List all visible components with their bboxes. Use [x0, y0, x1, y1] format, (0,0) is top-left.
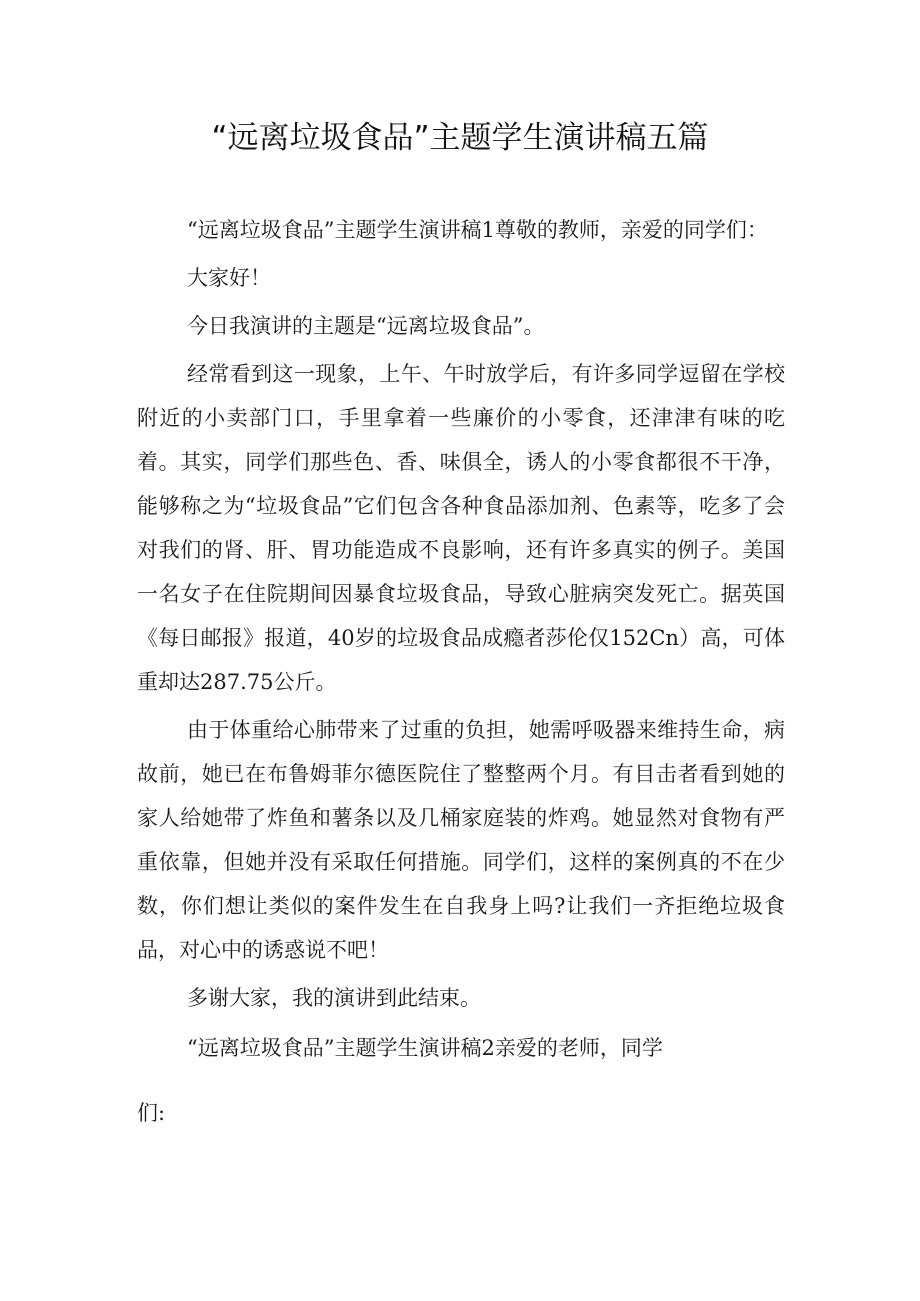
- document-title: “远离垃圾食品”主题学生演讲稿五篇: [211, 120, 709, 156]
- paragraph-speech-2-heading: “远离垃圾食品”主题学生演讲稿2亲爱的老师，同学: [187, 1036, 663, 1060]
- paragraph-greeting: 大家好！: [187, 266, 271, 290]
- paragraph-closing: 多谢大家，我的演讲到此结束。: [187, 986, 481, 1010]
- document-body: [137, 208, 785, 1128]
- paragraph-observation: 经常看到这一现象，上午、午时放学后，有许多同学逗留在学校附近的小卖部门口，手里拿着一些廉价的小零食，还津津有味的吃着。其实，同学们那些色、香、味俱全，诱人的小零食都很不干净，能够称之为“垃圾食品”它们包含各种食品添加剂、色素等，吃多了会对我们的肾、肝、胃功能造成不良影响，还有许多真实的例子。美国一名女子在住院期间因暴食垃圾食品，导致心脏病突发死亡。据英国《每日邮报》报道，40岁的垃圾食品成瘾者莎伦仅152Cn）高，可体重却达287.75公斤。: [137, 362, 785, 694]
- paragraph-speech-2-continuation: 们:: [137, 1101, 166, 1125]
- paragraph-topic: 今日我演讲的主题是“远离垃圾食品”。: [187, 314, 545, 338]
- paragraph-case: 由于体重给心肺带来了过重的负担，她需呼吸器来维持生命，病故前，她已在布鲁姆菲尔德医院住了整整两个月。有目击者看到她的家人给她带了炸鱼和薯条以及几桶家庭装的炸鸡。她显然对食物有严重依靠，但她并没有采取任何措施。同学们，这样的案例真的不在少数，你们想让类似的案件发生在自我身上吗?让我们一齐拒绝垃圾食品，对心中的诱惑说不吧！: [137, 718, 785, 962]
- paragraph-speech-1-heading: “远离垃圾食品”主题学生演讲稿1尊敬的教师，亲爱的同学们：: [187, 218, 768, 242]
